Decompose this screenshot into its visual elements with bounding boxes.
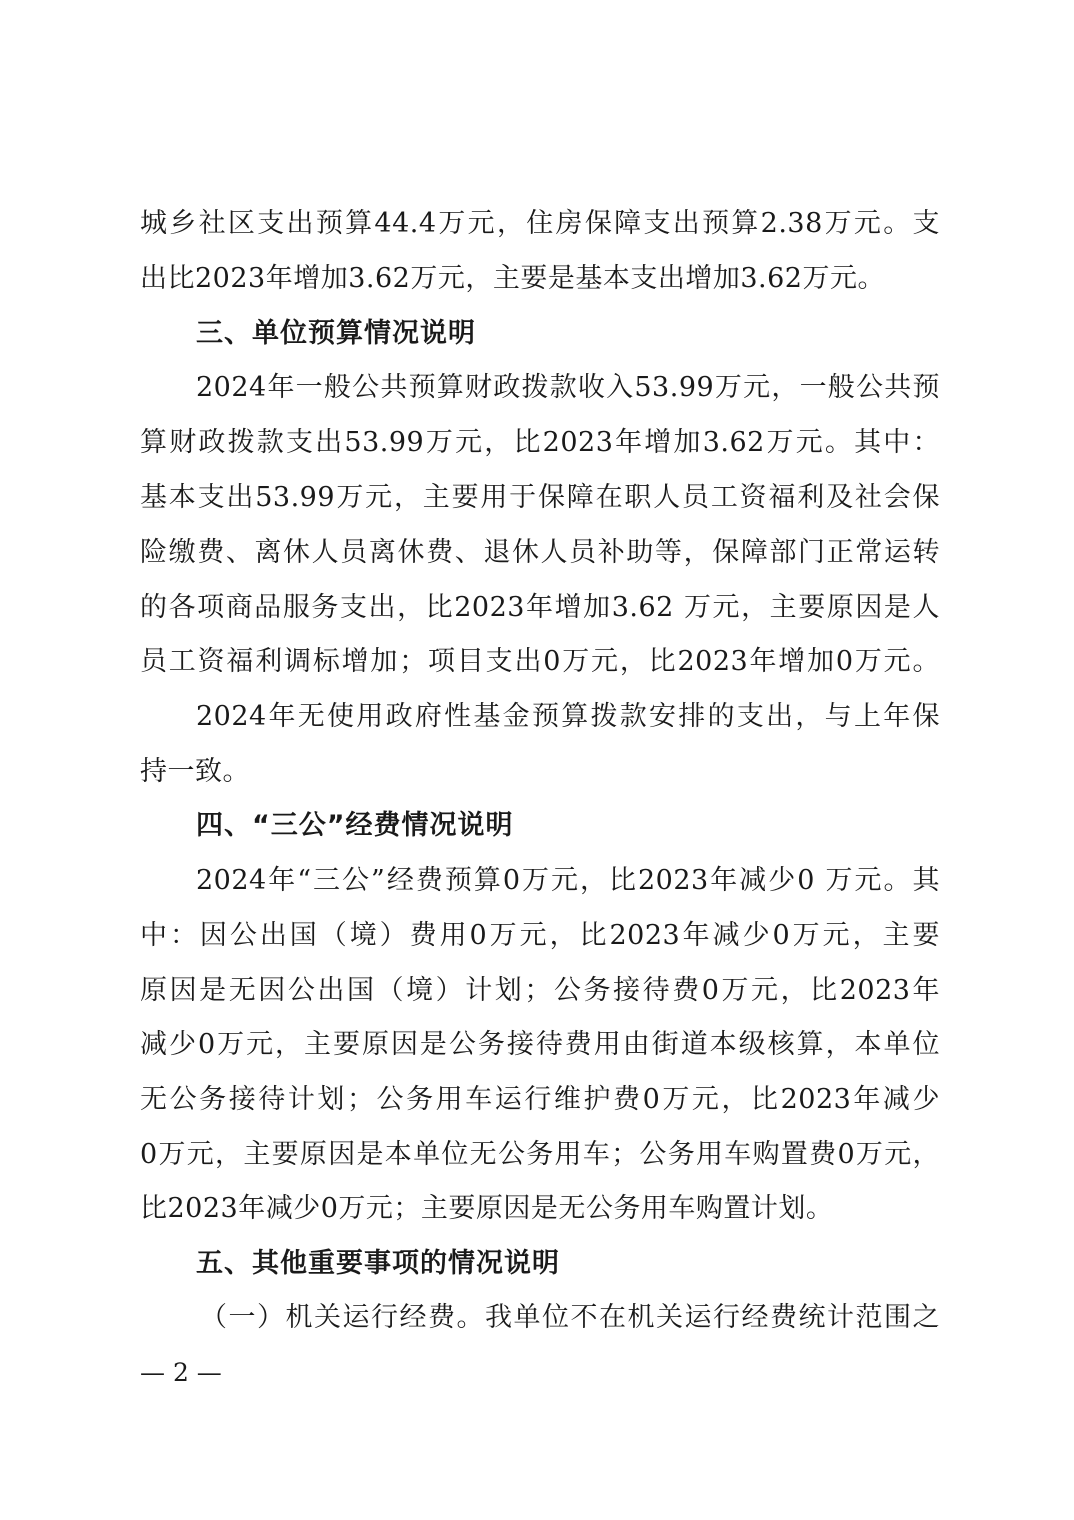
section-heading-3: 三、单位预算情况说明 [196, 318, 476, 349]
paragraph-line: 城乡社区支出预算44.4万元，住房保障支出预算2.38万元。支 [140, 208, 940, 239]
paragraph-line: 无公务接待计划；公务用车运行维护费0万元，比2023年减少 [140, 1084, 940, 1115]
paragraph-line: 持一致。 [140, 756, 250, 787]
paragraph-line: 员工资福利调标增加；项目支出0万元，比2023年增加0万元。 [140, 646, 940, 677]
paragraph-line: 2024年一般公共预算财政拨款收入53.99万元，一般公共预 [196, 372, 940, 403]
paragraph-line: 2024年“三公”经费预算0万元，比2023年减少0 万元。其 [196, 865, 940, 896]
paragraph-line: 2024年无使用政府性基金预算拨款安排的支出，与上年保 [196, 701, 940, 732]
paragraph-line: （一）机关运行经费。我单位不在机关运行经费统计范围之 [200, 1302, 940, 1333]
paragraph-line: 的各项商品服务支出，比2023年增加3.62 万元，主要原因是人 [140, 592, 940, 623]
paragraph-line: 比2023年减少0万元；主要原因是无公务用车购置计划。 [140, 1193, 834, 1224]
page-number: — 2 — [140, 1358, 222, 1387]
paragraph-line: 算财政拨款支出53.99万元，比2023年增加3.62万元。其中： [140, 427, 940, 458]
paragraph-line: 原因是无因公出国（境）计划；公务接待费0万元，比2023年 [140, 975, 940, 1006]
paragraph-line: 0万元，主要原因是本单位无公务用车；公务用车购置费0万元， [140, 1139, 940, 1170]
paragraph-line: 减少0万元，主要原因是公务接待费用由街道本级核算，本单位 [140, 1029, 940, 1060]
paragraph-line: 中：因公出国（境）费用0万元，比2023年减少0万元，主要 [140, 920, 940, 951]
paragraph-line: 基本支出53.99万元，主要用于保障在职人员工资福利及社会保 [140, 482, 940, 513]
paragraph-line: 险缴费、离休人员离休费、退休人员补助等，保障部门正常运转 [140, 537, 940, 568]
section-heading-5: 五、其他重要事项的情况说明 [196, 1248, 560, 1279]
paragraph-line: 出比2023年增加3.62万元，主要是基本支出增加3.62万元。 [140, 263, 885, 294]
section-heading-4: 四、“三公”经费情况说明 [196, 810, 514, 841]
